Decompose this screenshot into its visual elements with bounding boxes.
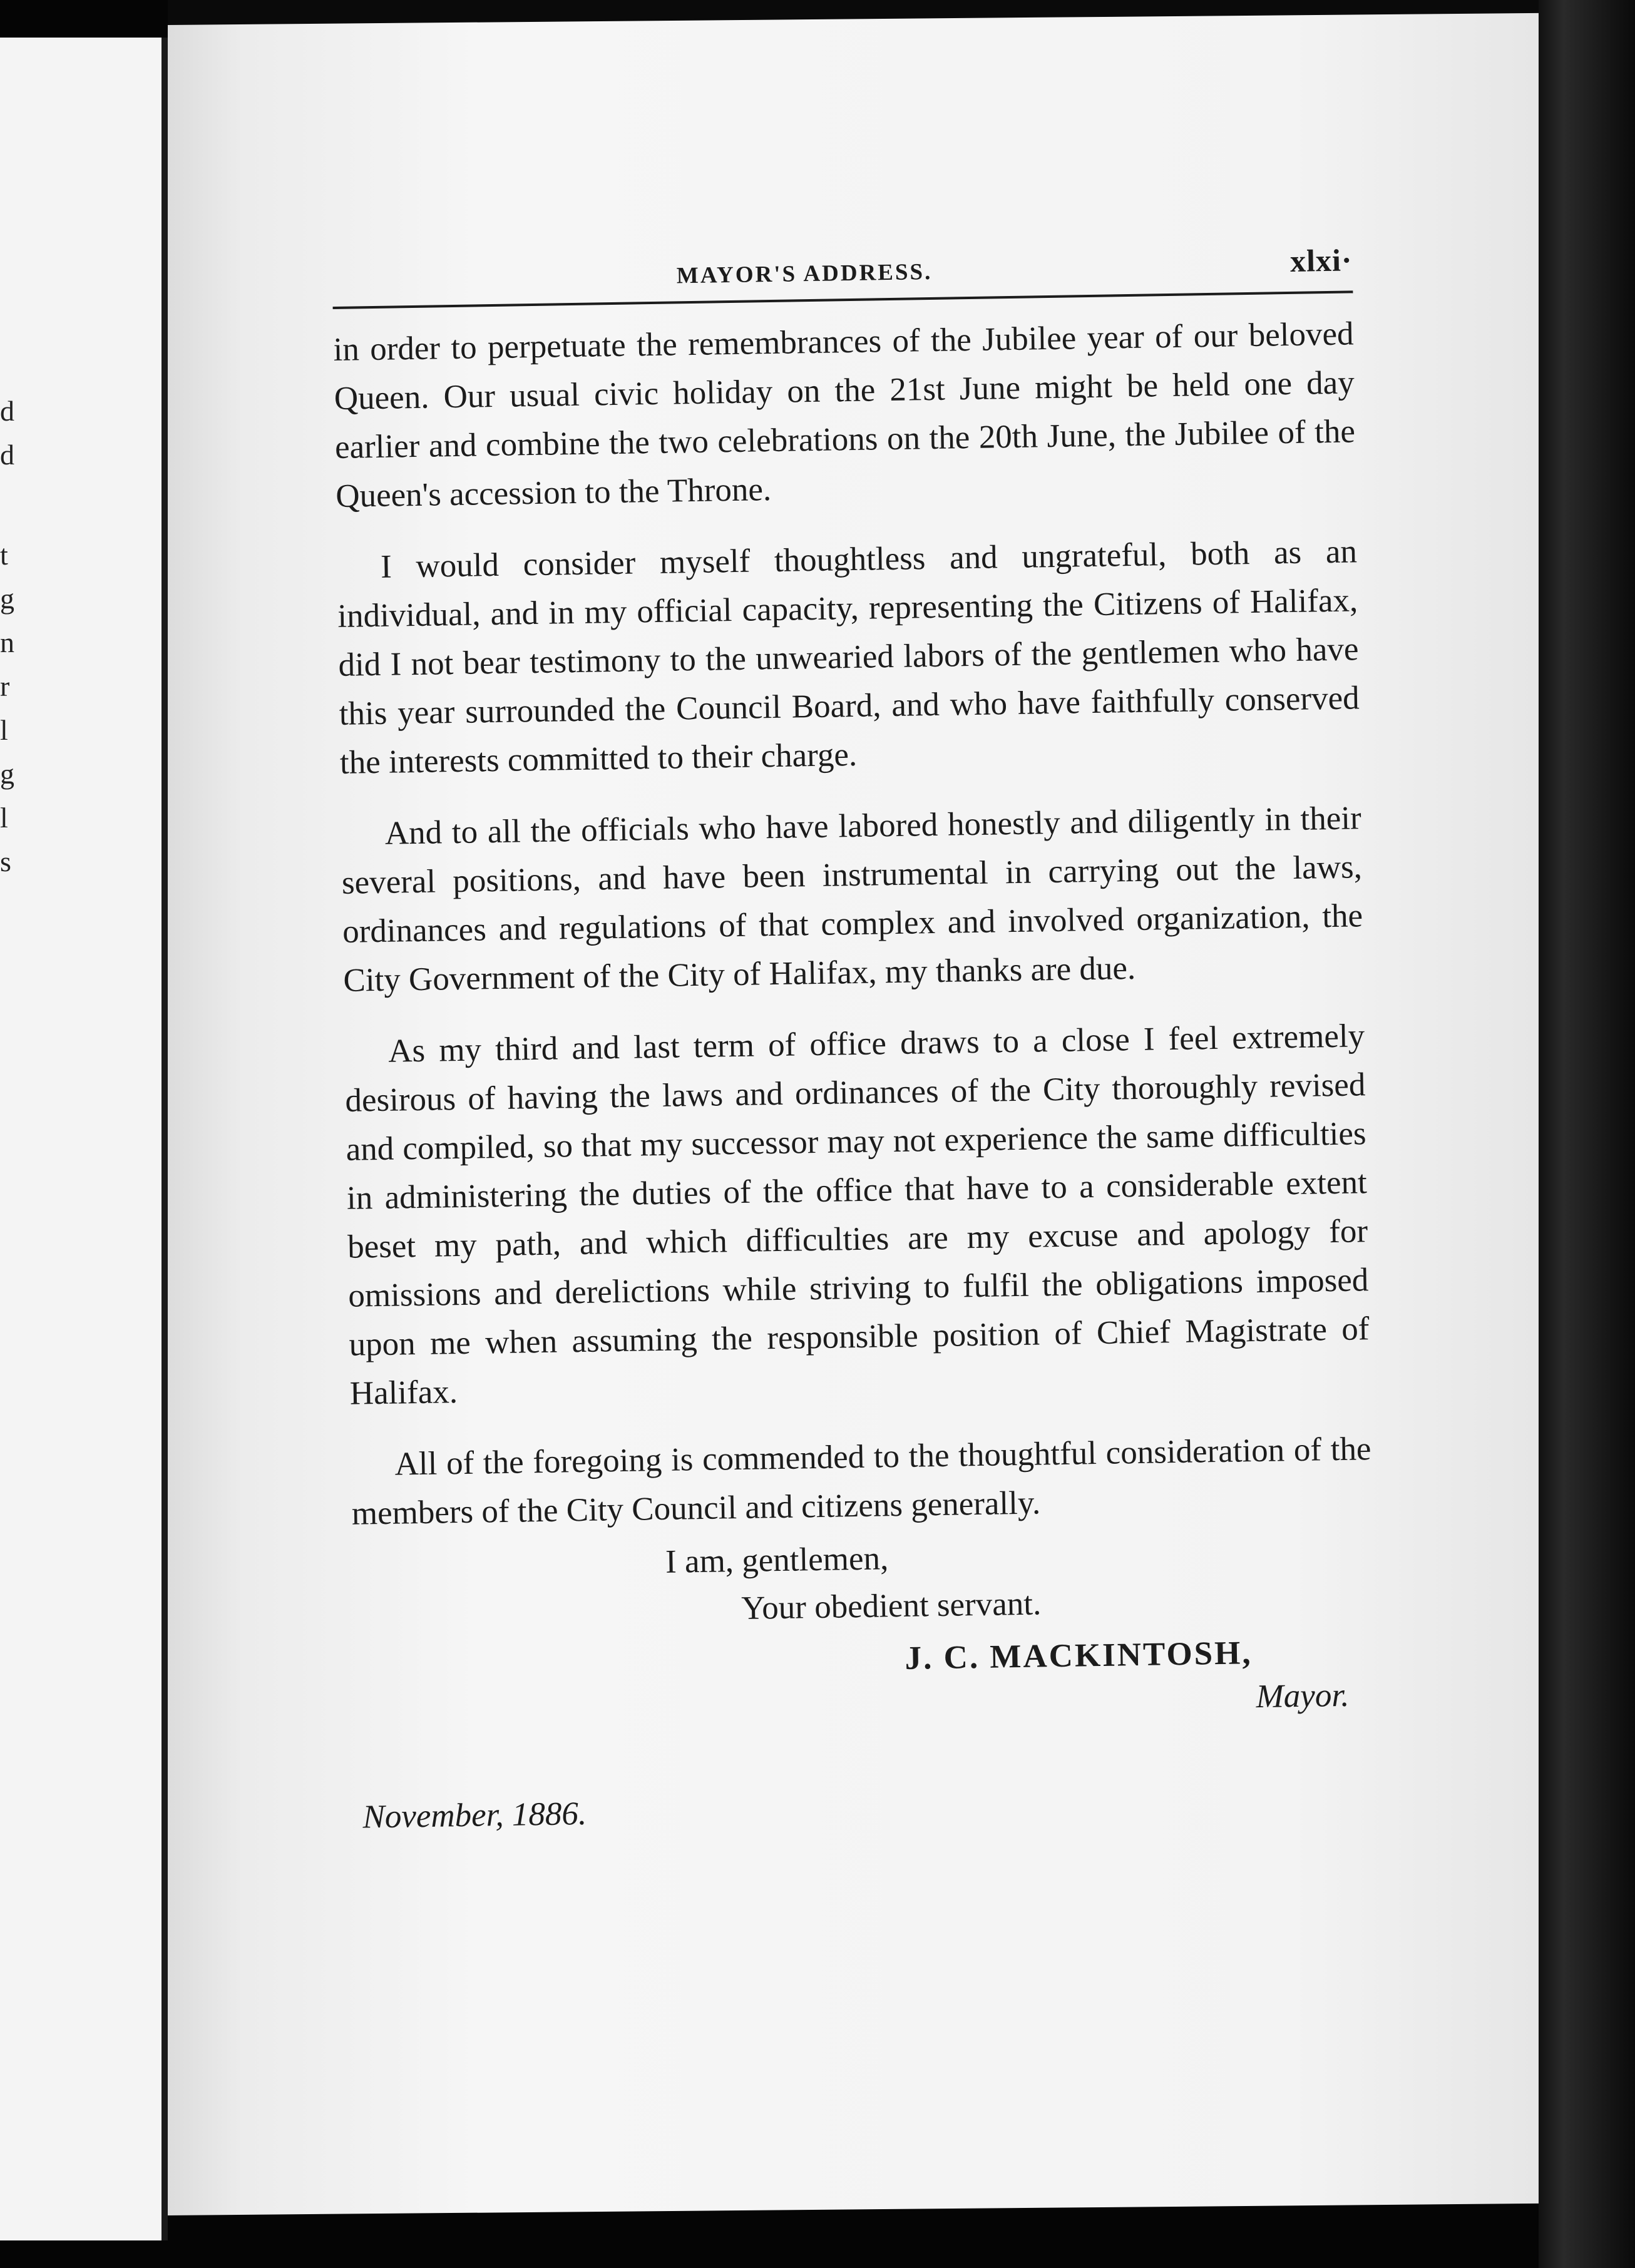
fragment: s: [0, 845, 11, 877]
fragment: g: [0, 583, 14, 615]
salutation-close: I am, gentlemen,: [665, 1540, 889, 1580]
fragment: d: [0, 395, 14, 427]
fragment: n: [0, 626, 14, 658]
facing-page-fragments: [0, 38, 25, 2240]
fragment: l: [0, 802, 8, 834]
signer-name: J. C. MACKINTOSH,: [905, 1635, 1253, 1677]
running-head: MAYOR'S ADDRESS.: [676, 258, 933, 289]
paragraph: As my third and last term of office draws to a close I feel extremely desirous of having the laws and ordinances of the City thoroughly revised and compiled, so that my successor may not experience the same difficulties in administering the duties of the office that have to a considerable extent beset my path, and which difficulties are my excuse and apology for omissions and derelictions while striving to fulfil the obligations imposed upon me when assuming the responsible position of Chief Magistrate of Halifax.: [345, 1018, 1370, 1412]
fragment: d: [0, 439, 14, 471]
page-content: [332, 228, 1375, 1836]
valediction: Your obedient servant.: [741, 1585, 1042, 1627]
paragraph: in order to perpetuate the remembrances of the Jubilee year of our beloved Queen. Our usual civic holiday on the 21st June might be held one day earlier and combine the two celebrations on the 20th June, the Jubilee of the Queen's accession to the Throne.: [333, 315, 1356, 514]
facing-page: [0, 38, 168, 2240]
date-line: November, 1886.: [362, 1795, 587, 1836]
paragraph: I would consider myself thoughtless and ungrateful, both as an individual, and in my official capacity, representing the Citizens of Halifax, did I not bear testimony to the unwearied labors of the gentlemen who have this year surrounded the Council Board, and who have faithfully conserved the interests committed to their charge.: [337, 533, 1360, 781]
right-page-edge: [1539, 0, 1635, 2268]
fragment: r: [0, 670, 10, 702]
paragraph: And to all the officials who have labored honestly and diligently in their several positions, and have been instrumental in carrying out the laws, ordinances and regulations of that complex and involved organization, the City Government of the City of Halifax, my thanks are due.: [341, 800, 1363, 999]
facing-page-gutter: [161, 38, 168, 2240]
letter-closing: [352, 1532, 1375, 1836]
paragraph: All of the foregoing is commended to the thoughtful consideration of the members of the City Council and citizens generally.: [351, 1431, 1371, 1532]
fragment: g: [0, 758, 14, 790]
fragment: t: [0, 539, 8, 571]
signer-title: Mayor.: [1256, 1677, 1350, 1715]
page-number: xlxi·: [1289, 242, 1353, 278]
fragment: l: [0, 714, 8, 746]
